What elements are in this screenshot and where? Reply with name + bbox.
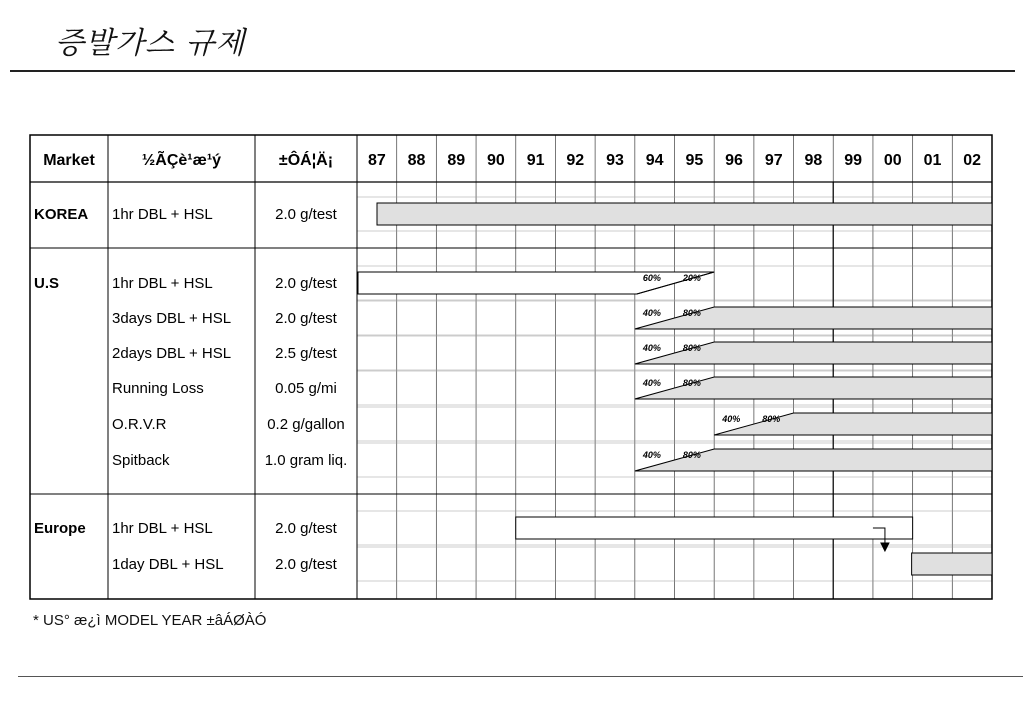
test-method-cell: Spitback [112,452,170,469]
market-label-europe: Europe [34,520,86,537]
phase-in-percent-label: 40% [642,343,661,353]
test-method-cell: Running Loss [112,380,204,397]
phase-in-percent-label: 40% [642,450,661,460]
page-title: 증발가스 규제 [55,26,246,61]
limit-cell: 2.0 g/test [275,556,337,573]
bottom-divider [18,676,1023,677]
year-tick-label: 93 [606,152,624,169]
year-tick-label: 90 [487,152,505,169]
year-tick-label: 97 [764,152,783,169]
phase-in-percent-label: 40% [642,378,661,388]
test-method-cell: 3days DBL + HSL [112,310,232,327]
year-tick-label: 91 [526,152,545,169]
phase-in-percent-label: 80% [762,414,781,424]
limit-cell: 1.0 gram liq. [264,452,348,469]
limit-cell: 2.0 g/test [275,275,337,292]
year-tick-label: 95 [685,152,704,169]
limit-cell: 2.0 g/test [275,206,337,223]
year-tick-label: 92 [566,152,585,169]
year-tick-label: 88 [407,152,426,169]
header-test-method: ½ÃÇè¹æ¹ý [141,152,222,169]
limit-cell: 0.05 g/mi [275,380,337,397]
test-method-cell: 1hr DBL + HSL [112,206,213,223]
phase-in-percent-label: 40% [722,414,741,424]
limit-cell: 2.5 g/test [275,345,337,362]
header-market: Market [43,152,95,169]
timeline-bar [377,203,992,225]
timeline-bar [714,413,992,435]
test-method-cell: 1hr DBL + HSL [112,275,213,292]
year-tick-label: 87 [367,152,386,169]
test-method-cell: 2days DBL + HSL [112,345,232,362]
footnote: * US° æ¿ì MODEL YEAR ±âÁØÀÓ [33,612,267,629]
year-tick-label: 01 [923,152,942,169]
header-limit: ±ÔÁ¦Ä¡ [278,152,334,169]
test-method-cell: 1day DBL + HSL [112,556,224,573]
limit-cell: 2.0 g/test [275,310,337,327]
market-label-us: U.S [34,275,60,292]
timeline-bar [516,517,913,539]
year-tick-label: 89 [447,152,466,169]
year-tick-label: 00 [883,152,902,169]
timeline-bar [912,553,992,575]
test-method-cell: O.R.V.R [112,416,167,433]
phase-in-percent-label: 40% [642,308,661,318]
year-tick-label: 98 [804,152,823,169]
test-method-cell: 1hr DBL + HSL [112,520,213,537]
phase-in-percent-label: 80% [682,343,701,353]
year-tick-label: 02 [963,152,982,169]
phase-in-percent-label: 20% [682,273,701,283]
phase-in-percent-label: 80% [682,450,701,460]
phase-in-percent-label: 80% [682,308,701,318]
year-tick-label: 96 [725,152,743,169]
limit-cell: 2.0 g/test [275,520,337,537]
phase-in-percent-label: 60% [642,273,661,283]
market-label-korea: KOREA [34,206,89,223]
year-tick-label: 99 [844,152,862,169]
phase-in-percent-label: 80% [682,378,701,388]
year-tick-label: 94 [645,152,664,169]
limit-cell: 0.2 g/gallon [267,416,345,433]
